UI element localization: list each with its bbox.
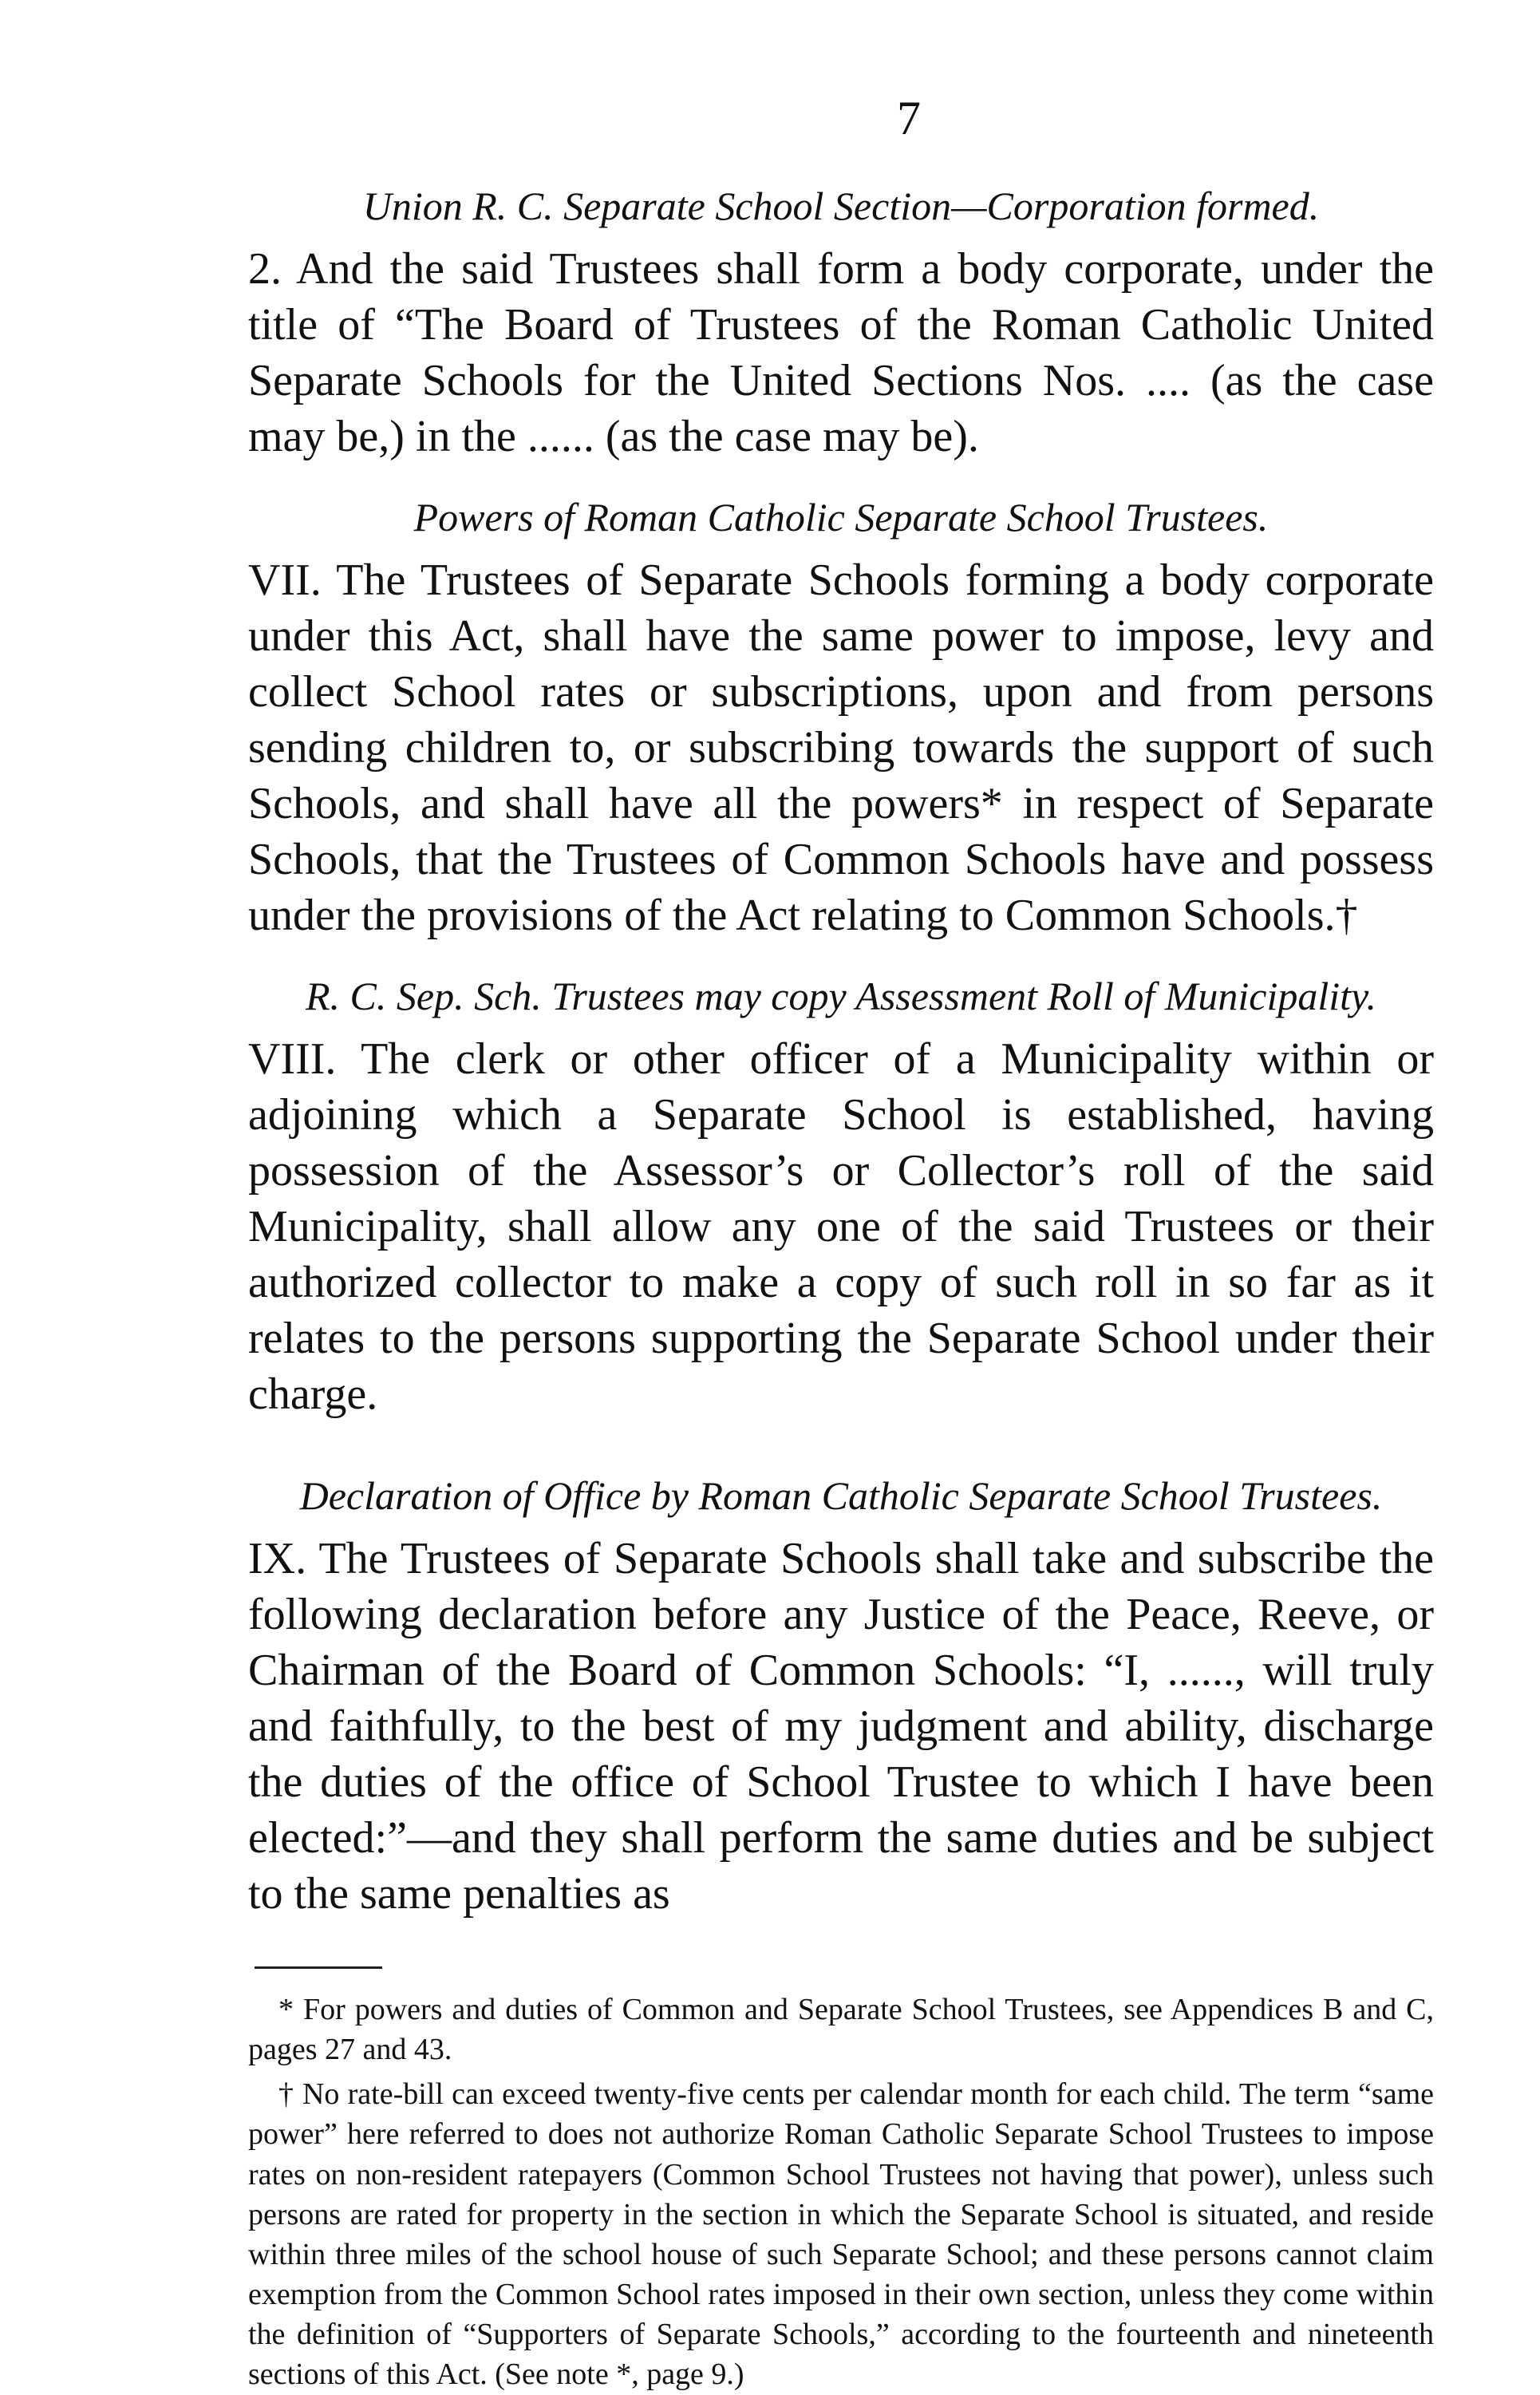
section-paragraph-vii	[248, 552, 1434, 943]
section-paragraph-ix	[248, 1531, 1434, 1922]
section-heading-powers: Powers of Roman Catholic Separate School Trustees.	[413, 495, 1269, 539]
footnote-asterisk: * For powers and duties of Common and Separate School Trustees, see Appendices B and C, pages 27 and 43.	[248, 1993, 1434, 2067]
footnote-rule	[255, 1966, 382, 1969]
section-text: And the said Trustees shall form a body corporate, under the title of “The Board of Trustees of the Roman Catholic United Separate Schools for the United Sections Nos. .... (as the case may be,) in the ...... (as the case may be).	[248, 244, 1434, 461]
section-heading-union: Union R. C. Separate School Section—Corporation formed.	[362, 184, 1320, 228]
section-heading-declaration: Declaration of Office by Roman Catholic Separate School Trustees.	[299, 1473, 1383, 1518]
section-text: The Trustees of Separate Schools forming a body corporate under this Act, shall have the same power to impose, levy and collect School rates or subscriptions, upon and from persons sending children to, or subscribing towards the support of such Schools, and shall have all the powers* in respect of Separate Schools, that the Trustees of Common Schools have and possess under the provisions of the Act relating to Common Schools.†	[248, 555, 1434, 940]
section-text: The clerk or other officer of a Municipality within or adjoining which a Separate School is established, having possession of the Assessor’s or Collector’s roll of the said Municipality, shall allow any one of the said Trustees or their authorized collector to make a copy of such roll in so far as it relates to the persons supporting the Separate School under their charge.	[248, 1034, 1434, 1419]
section-number: 2.	[248, 244, 282, 294]
section-paragraph-viii	[248, 1031, 1434, 1422]
page-number: 7	[897, 92, 921, 144]
section-heading-assessment: R. C. Sep. Sch. Trustees may copy Assessment Roll of Municipality.	[306, 974, 1376, 1018]
footnote-dagger: † No rate-bill can exceed twenty-five cents per calendar month for each child. The term “same power” here referred to does not authorize Roman Catholic Separate School Trustees to impose rates on non-resident ratepayers (Common School Trustees not having that power), unless such persons are rated for property in the section in which the Separate School is situated, and reside within three miles of the school house of such Separate School; and these persons cannot claim exemption from the Common School rates imposed in their own section, unless they come within the definition of “Supporters of Separate Schools,” according to the fourteenth and nineteenth sections of this Act. (See note *, page 9.)	[248, 2077, 1434, 2392]
section-text: The Trustees of Separate Schools shall take and subscribe the following declaration before any Justice of the Peace, Reeve, or Chairman of the Board of Common Schools: “I, ......, will truly and faithfully, to the best of my judgment and ability, discharge the duties of the office of School Trustee to which I have been elected:”—and they shall perform the same duties and be subject to the same penalties as	[248, 1534, 1434, 1919]
section-paragraph-2	[248, 241, 1434, 464]
section-number: VIII.	[248, 1034, 337, 1084]
section-number: IX.	[248, 1534, 307, 1583]
footnotes	[248, 1966, 1434, 2395]
section-number: VII.	[248, 555, 322, 605]
